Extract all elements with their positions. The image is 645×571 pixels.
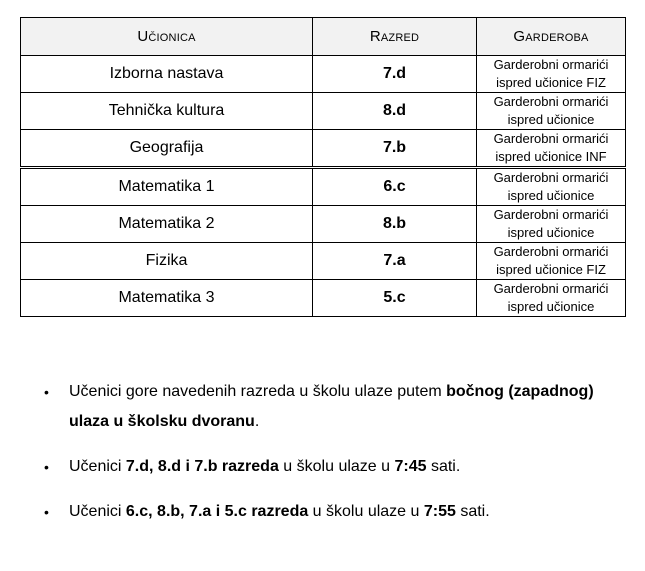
classroom-table [20,17,626,317]
cell-grade: 8.d [313,93,477,130]
cell-subject: Izborna nastava [21,56,313,93]
cell-subject: Fizika [21,243,313,280]
table-row [21,130,626,168]
instructions-list [44,377,629,542]
cell-subject: Matematika 2 [21,206,313,243]
cell-wardrobe [477,130,626,168]
wardrobe-line-2: ispred učionice FIZ [496,75,606,90]
cell-grade: 6.c [313,168,477,206]
cell-wardrobe [477,93,626,130]
cell-wardrobe [477,56,626,93]
table-row [21,93,626,130]
header-classroom: Učionica [21,18,313,56]
wardrobe-line-2: ispred učionice [507,112,595,127]
table-header-row [21,18,626,56]
wardrobe-line-2: ispred učionice [507,299,595,314]
cell-subject: Tehnička kultura [21,93,313,130]
cell-grade: 5.c [313,280,477,317]
cell-wardrobe [477,243,626,280]
cell-wardrobe [477,168,626,206]
wardrobe-line-2: ispred učionice [507,225,595,240]
cell-grade: 8.b [313,206,477,243]
wardrobe-line-1: Garderobni ormarići [493,244,609,259]
wardrobe-line-1: Garderobni ormarići [493,207,609,222]
wardrobe-line-1: Garderobni ormarići [493,170,609,185]
header-grade: Razred [313,18,477,56]
cell-subject: Geografija [21,130,313,168]
cell-grade: 7.a [313,243,477,280]
header-wardrobe: Garderoba [477,18,626,56]
bullet-icon: • [44,504,49,520]
table-row [21,206,626,243]
list-item: • Učenici 6.c, 8.b, 7.a i 5.c razreda u školu ulaze u 7:55 sati. [44,497,629,527]
wardrobe-line-1: Garderobni ormarići [493,131,609,146]
cell-subject: Matematika 3 [21,280,313,317]
table-row [21,56,626,93]
bullet-icon: • [44,384,49,400]
cell-wardrobe [477,280,626,317]
list-item: • Učenici gore navedenih razreda u školu ulaze putem bočnog (zapadnog) ulaza u školsku dvoranu. [44,377,629,437]
wardrobe-line-2: ispred učionice FIZ [496,262,606,277]
table-row [21,280,626,317]
bullet-icon: • [44,459,49,475]
cell-wardrobe [477,206,626,243]
wardrobe-line-1: Garderobni ormarići [493,281,609,296]
wardrobe-line-2: ispred učionice [507,188,595,203]
table-row [21,243,626,280]
wardrobe-line-2: ispred učionice INF [495,149,607,164]
wardrobe-line-1: Garderobni ormarići [493,94,609,109]
wardrobe-line-1: Garderobni ormarići [493,57,609,72]
list-item: • Učenici 7.d, 8.d i 7.b razreda u školu ulaze u 7:45 sati. [44,452,629,482]
cell-grade: 7.b [313,130,477,168]
cell-subject: Matematika 1 [21,168,313,206]
table-row [21,168,626,206]
cell-grade: 7.d [313,56,477,93]
